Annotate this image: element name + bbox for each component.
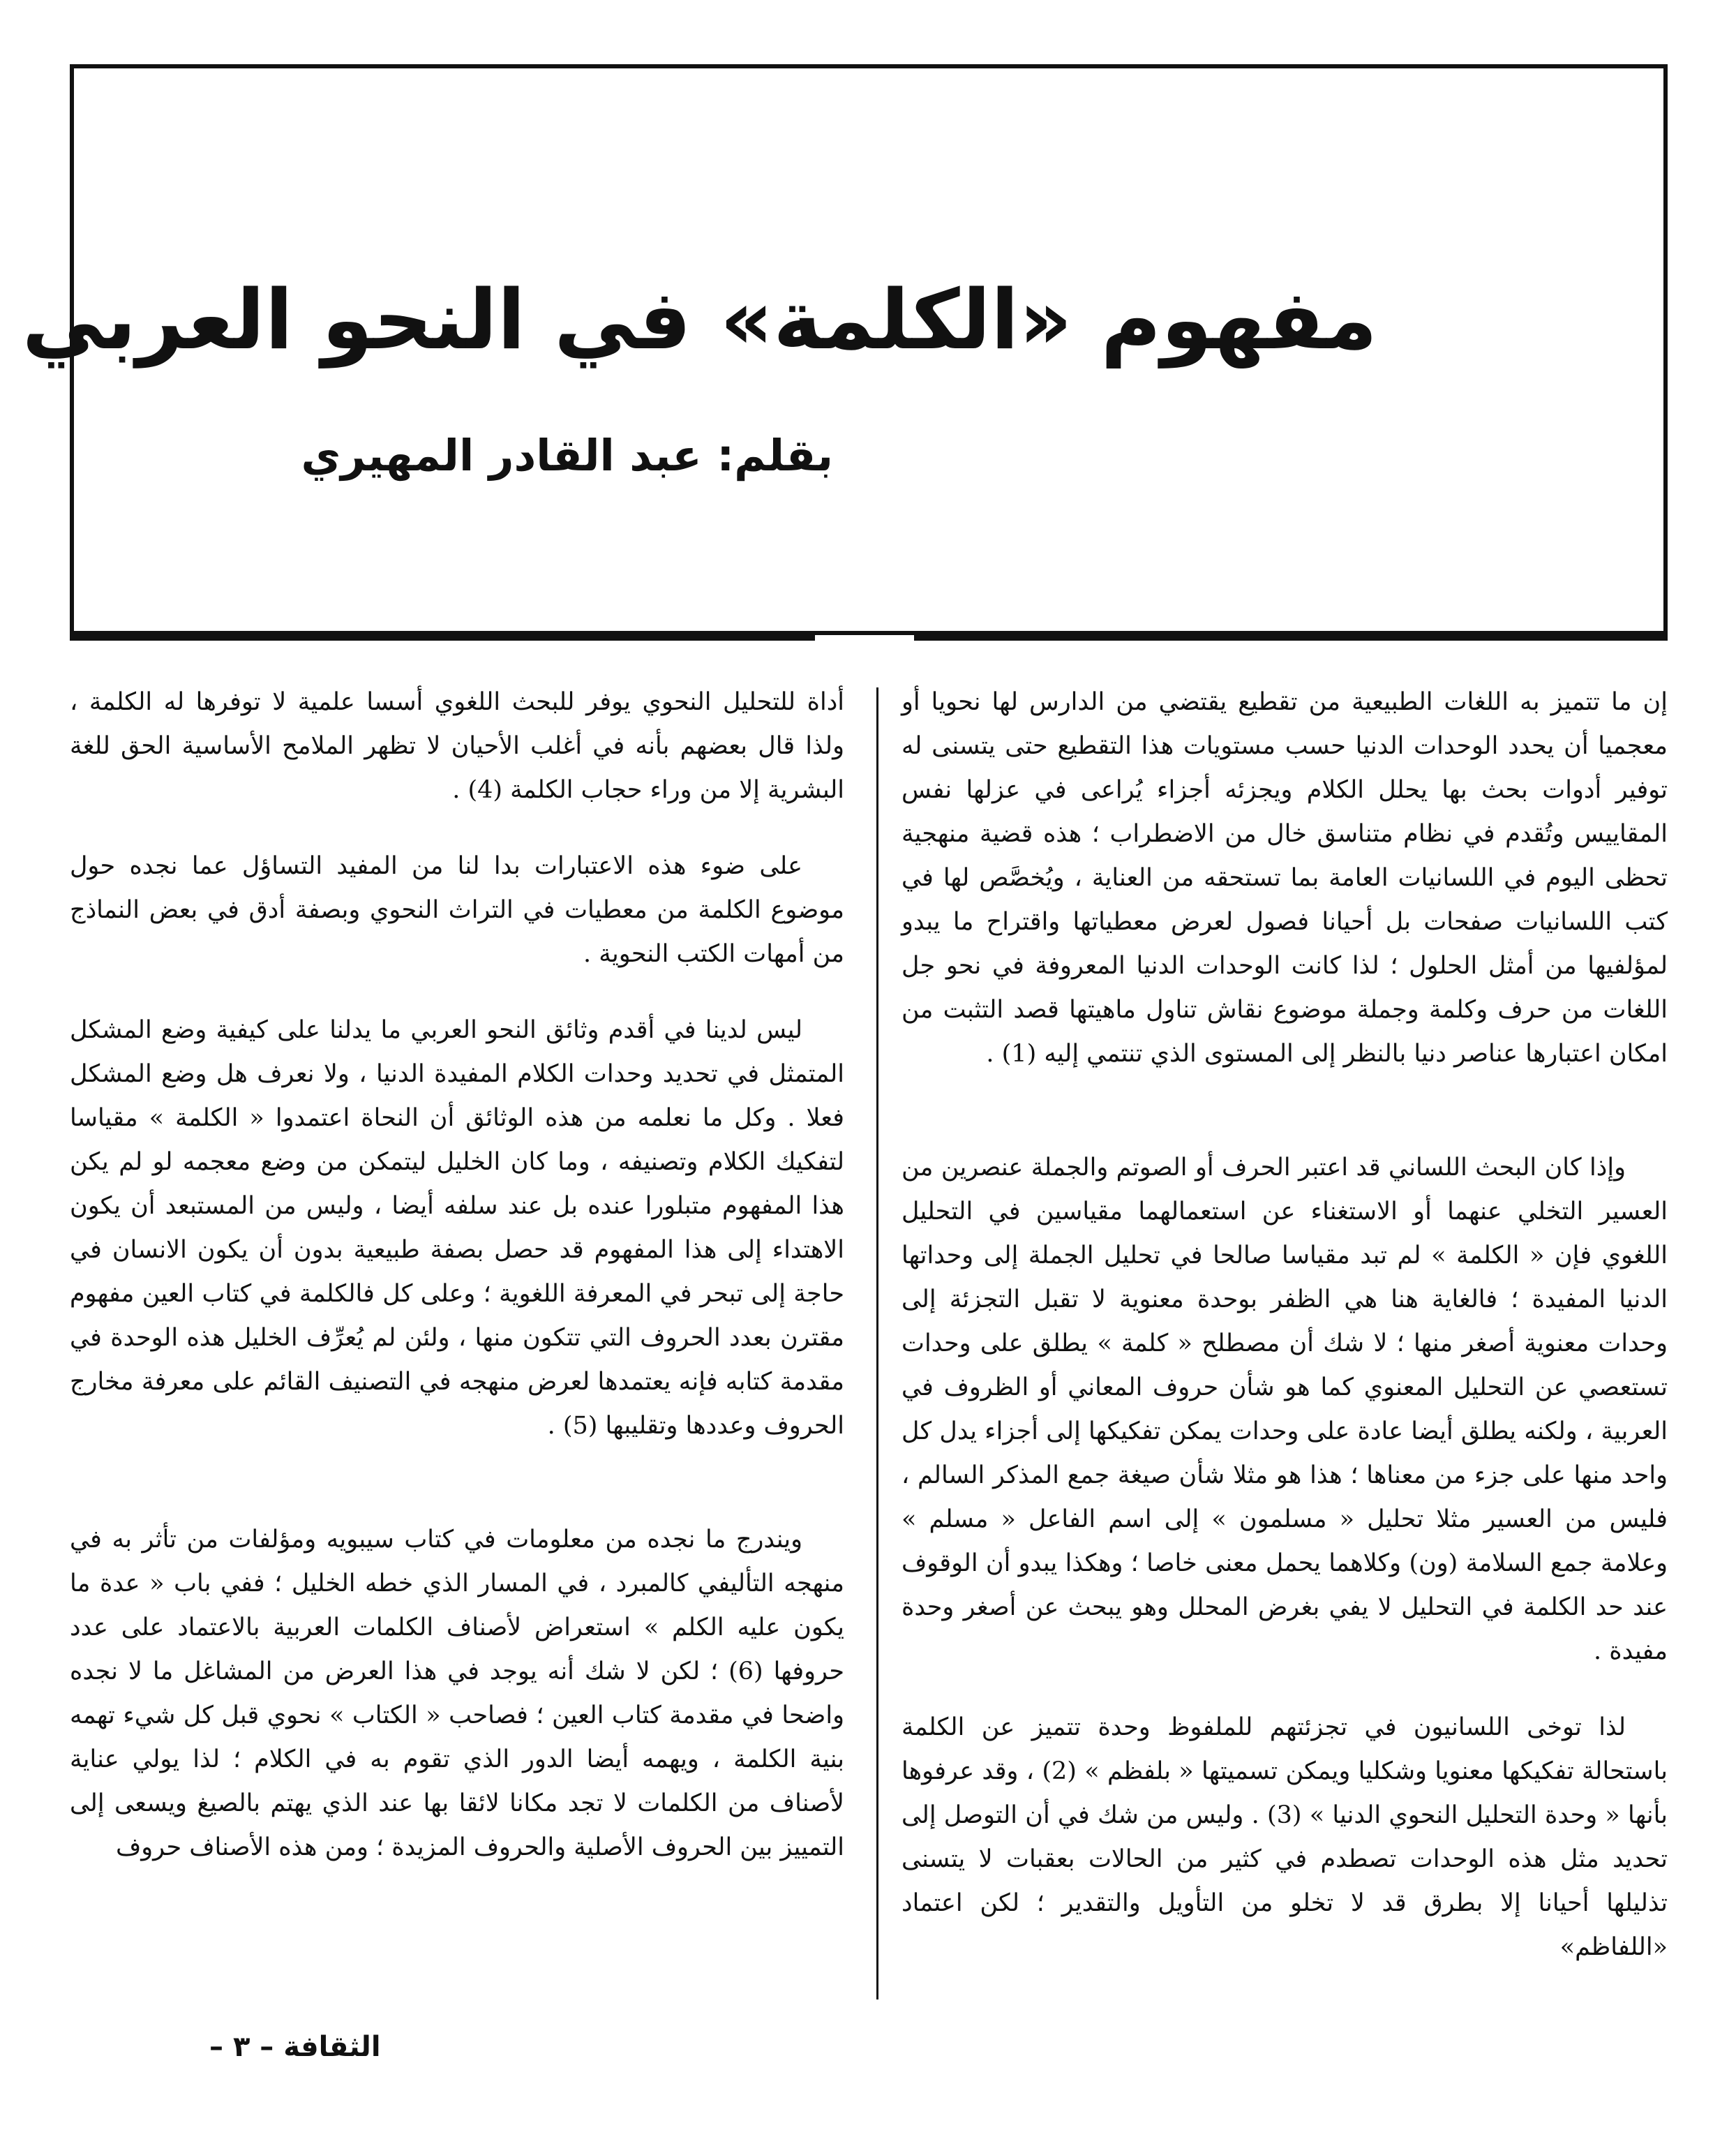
text-column-right xyxy=(901,680,1668,2002)
paragraph: وإذا كان البحث اللساني قد اعتبر الحرف أو الصوتم والجملة عنصرين من العسير التخلي عنهما أو الاستغناء عن استعمالهما مقياسين في التحليل اللغوي فإن « الكلمة » لم تبد مقياسا صالحا في تحليل الجملة إلى وحداتها الدنيا المفيدة ؛ فالغاية هنا هي الظفر بوحدة معنوية لا تقبل التجزئة إلى وحدات معنوية أصغر منها ؛ لا شك أن مصطلح « كلمة » يطلق على وحدات تستعصي عن التحليل المعنوي كما هو شأن حروف المعاني أو الظروف في العربية ، ولكنه يطلق أيضا عادة على وحدات يمكن تفكيكها إلى أجزاء يدل كل واحد منها على جزء من معناها ؛ هذا هو مثلا شأن صيغة جمع المذكر السالم ، فليس من العسير مثلا تحليل « مسلمون » إلى اسم الفاعل « مسلم » وعلامة جمع السلامة (ون) وكلاهما يحمل معنى خاصا ؛ وهكذا يبدو أن الوقوف عند حد الكلمة في التحليل لا يفي بغرض المحلل وهو يبحث عن أصغر وحدة مفيدة . xyxy=(901,1154,1668,1665)
author-byline: بقلم: عبد القادر المهيري xyxy=(301,430,833,481)
paragraph: ليس لدينا في أقدم وثائق النحو العربي ما يدلنا على كيفية وضع المشكل المتمثل في تحديد وحدات الكلام المفيدة الدنيا ، ولا نعرف هل وضع المشكل فعلا . وكل ما نعلمه من هذه الوثائق أن النحاة اعتمدوا « الكلمة » مقياسا لتفكيك الكلام وتصنيفه ، وما كان الخليل ليتمكن من وضع معجمه لو لم يكن هذا المفهوم متبلورا عنده بل عند سلفه أيضا ، وليس من المستبعد أن يكون الاهتداء إلى هذا المفهوم قد حصل بصفة طبيعية بدون أن يكون الانسان في حاجة إلى تبحر في المعرفة اللغوية ؛ وعلى كل فالكلمة في كتاب العين مفهوم مقترن بعدد الحروف التي تتكون منها ، ولئن لم يُعرِّف الخليل هذه الوحدة في مقدمة كتابه فإنه يعتمدها لعرض منهجه في التصنيف القائم على معرفة مخارج الحروف وعددها وتقليبها (5) . xyxy=(70,1016,844,1440)
paragraph: ويندرج ما نجده من معلومات في كتاب سيبويه ومؤلفات من تأثر به في منهجه التأليفي كالمبرد ، في المسار الذي خطه الخليل ؛ ففي باب « عدة ما يكون عليه الكلم » استعراض لأصناف الكلمات العربية بالاعتماد على عدد حروفها (6) ؛ لكن لا شك أنه يوجد في هذا العرض من المشاغل ما لا نجده واضحا في مقدمة كتاب العين ؛ فصاحب « الكتاب » نحوي قبل كل شيء تهمه بنية الكلمة ، ويهمه أيضا الدور الذي تقوم به في الكلام ؛ لذا يولي عناية لأصناف من الكلمات لا تجد مكانا لائقا بها عند الذي يهتم بالصيغ ويسعى إلى التمييز بين الحروف الأصلية والحروف المزيدة ؛ ومن هذه الأصناف حروف xyxy=(70,1526,844,1861)
column-divider xyxy=(876,687,878,1999)
paragraph: على ضوء هذه الاعتبارات بدا لنا من المفيد التساؤل عما نجده حول موضوع الكلمة من معطيات في التراث النحوي وبصفة أدق في بعض النماذج من أمهات الكتب النحوية . xyxy=(70,852,844,968)
paragraph: لذا توخى اللسانيون في تجزئتهم للملفوظ وحدة تتميز عن الكلمة باستحالة تفكيكها معنويا وشكليا ويمكن تسميتها « بلفظم » (2) ، وقد عرفوها بأنها « وحدة التحليل النحوي الدنيا » (3) . وليس من شك في أن التوصل إلى تحديد مثل هذه الوحدات تصطدم في كثير من الحالات بعقبات لا يتسنى تذليلها أحيانا إلا بطرق قد لا تخلو من التأويل والتقدير ؛ لكن اعتماد «اللفاظم» xyxy=(901,1713,1668,1961)
paragraph: إن ما تتميز به اللغات الطبيعية من تقطيع يقتضي من الدارس لها نحويا أو معجميا أن يحدد الوحدات الدنيا حسب مستويات هذا التقطيع حتى يتسنى له توفير أدوات بحث بها يحلل الكلام ويجزئه أجزاء يُراعى في عزلها نفس المقاييس وتُقدم في نظام متناسق خال من الاضطراب ؛ هذه قضية منهجية تحظى اليوم في اللسانيات العامة بما تستحقه من العناية ، ويُخصَّص لها في كتب اللسانيات صفحات بل أحيانا فصول لعرض معطياتها واقتراح ما يبدو لمؤلفيها من أمثل الحلول ؛ لذا كانت الوحدات الدنيا المعروفة في نحو جل اللغات من حرف وكلمة وجملة موضوع نقاش تناول ماهيتها قصد التثبت من امكان اعتبارها عناصر دنيا بالنظر إلى المستوى الذي تنتمي إليه (1) . xyxy=(901,688,1668,1068)
header-rule-left xyxy=(70,635,815,641)
page-footer: الثقافة – ٣ – xyxy=(209,2031,381,2063)
article-title: مفهوم «الكلمة» في النحو العربي xyxy=(22,271,1377,368)
text-column-left xyxy=(70,680,844,1902)
paragraph: أداة للتحليل النحوي يوفر للبحث اللغوي أسسا علمية لا توفرها له الكلمة ، ولذا قال بعضهم بأنه في أغلب الأحيان لا تظهر الملامح الأساسية الحق للغة البشرية إلا من وراء حجاب الكلمة (4) . xyxy=(70,688,844,804)
header-rule-right xyxy=(914,635,1668,641)
title-frame xyxy=(22,64,1668,635)
